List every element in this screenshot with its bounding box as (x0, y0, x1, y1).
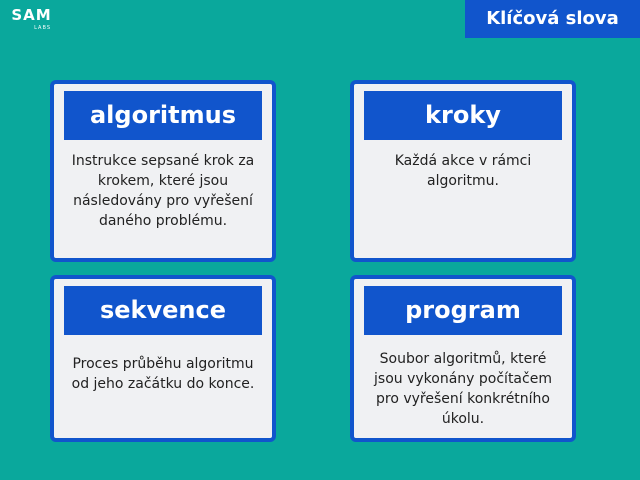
card-term: sekvence (64, 286, 262, 335)
keyword-card-kroky (350, 80, 576, 262)
keyword-card-program (350, 275, 576, 442)
card-term: kroky (364, 91, 562, 140)
card-definition: Proces průběhu algoritmu od jeho začátku do konce. (71, 356, 255, 392)
card-term: program (364, 286, 562, 335)
keyword-card-algoritmus (50, 80, 276, 262)
card-definition: Instrukce sepsané krok za krokem, které jsou následovány pro vyřešení daného problému. (71, 153, 255, 229)
logo-main-text: SAM (11, 6, 52, 24)
card-term: algoritmus (64, 91, 262, 140)
logo-sub-text: LABS (34, 25, 51, 31)
card-definition: Soubor algoritmů, které jsou vykonány počítačem pro vyřešení konkrétního úkolu. (374, 351, 552, 427)
card-definition: Každá akce v rámci algoritmu. (394, 153, 532, 189)
page-title: Klíčová slova (465, 0, 640, 38)
sam-labs-logo (6, 6, 57, 34)
keyword-card-sekvence (50, 275, 276, 442)
